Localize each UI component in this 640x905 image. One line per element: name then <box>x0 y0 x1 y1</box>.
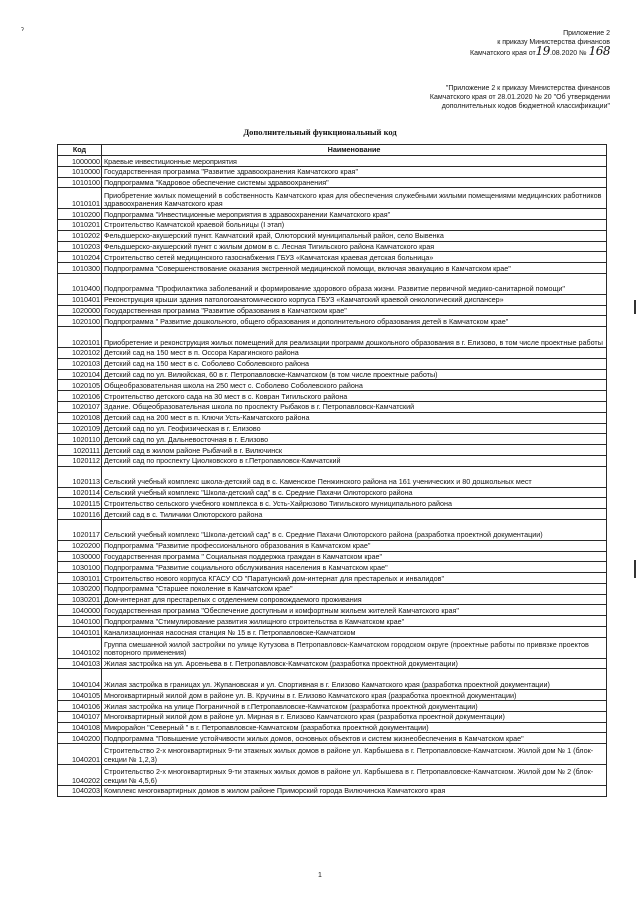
code-cell: 1040104 <box>58 669 102 690</box>
code-cell: 1020102 <box>58 347 102 358</box>
name-cell: Подпрограмма "Профилактика заболеваний и формирование здорового образа жизни. Развитие первичной медико-санитарной помощи" <box>102 273 607 294</box>
table-row <box>58 412 607 423</box>
code-cell: 1030201 <box>58 594 102 605</box>
table-row <box>58 294 607 305</box>
name-cell: Жилая застройка на ул. Арсеньева в г. Петропавловск-Камчатском (разработка проектной документации) <box>102 658 607 669</box>
table-row <box>58 263 607 274</box>
code-cell: 1030101 <box>58 573 102 584</box>
name-cell: Строительство детского сада на 30 мест в с. Ковран Тигильского района <box>102 391 607 402</box>
table-row <box>58 669 607 690</box>
table-row <box>58 690 607 701</box>
table-row <box>58 701 607 712</box>
name-cell: Детский сад по ул. Вилюйская, 60 в г. Петропавловске-Камчатском (в том числе проектные работы) <box>102 369 607 380</box>
table-row <box>58 616 607 627</box>
name-cell: Детский сад по ул. Дальневосточная в г. Елизово <box>102 434 607 445</box>
name-cell: Детский сад на 200 мест в п. Ключи Усть-Камчатского района <box>102 412 607 423</box>
order-prefix: Камчатского края от <box>470 50 536 57</box>
table-row <box>58 316 607 327</box>
table-row <box>58 765 607 786</box>
name-cell: Сельский учебный комплекс "Школа-детский сад" в с. Средние Пахачи Олюторского района <box>102 487 607 498</box>
table-row <box>58 466 607 487</box>
code-cell: 1020114 <box>58 487 102 498</box>
code-cell: 1010400 <box>58 273 102 294</box>
order-date: .08.2020 № <box>549 50 587 57</box>
table-row <box>58 177 607 188</box>
name-cell: Строительство 2-х многоквартирных 9-ти этажных жилых домов в районе ул. Карбышева в г. Петропавловске-Камчатском. Жилой дом № 2 (блок-секции № 4,5,6) <box>102 765 607 786</box>
table-row <box>58 156 607 167</box>
code-cell: 1030000 <box>58 551 102 562</box>
name-cell: Канализационная насосная станция № 15 в г. Петропавловске-Камчатском <box>102 627 607 638</box>
name-cell: Государственная программа "Обеспечение доступным и комфортным жильем жителей Камчатского края" <box>102 605 607 616</box>
name-cell: Подпрограмма "Развитие профессионального образования в Камчатском крае" <box>102 540 607 551</box>
code-cell: 1020100 <box>58 316 102 327</box>
table-row <box>58 305 607 316</box>
appendix-line: Приложение 2 <box>563 30 610 37</box>
name-cell: Микрорайон "Северный " в г. Петропавловске-Камчатском (разработка проектной документации) <box>102 722 607 733</box>
table-row <box>58 540 607 551</box>
table-row <box>58 785 607 796</box>
name-cell: Строительство сетей медицинского газоснабжения ГБУЗ «Камчатская краевая детская больница» <box>102 252 607 263</box>
scan-mark: ˀ <box>21 26 24 35</box>
table-row <box>58 219 607 230</box>
name-cell: Жилая застройка на улице Пограничной в г.Петропавловске-Камчатском (разработка проектной документации) <box>102 701 607 712</box>
name-cell: Подпрограмма "Развитие социального обслуживания населения в Камчатском крае" <box>102 562 607 573</box>
name-cell: Детский сад по проспекту Циолковского в г.Петропавловск-Камчатский <box>102 455 607 466</box>
reference-header <box>430 84 610 111</box>
table-header-row <box>58 145 607 156</box>
code-cell: 1020107 <box>58 401 102 412</box>
table-row <box>58 733 607 744</box>
table-row <box>58 209 607 220</box>
table-row <box>58 637 607 658</box>
name-cell: Сельский учебный комплекс школа-детский сад в с. Каменское Пенжинского района на 161 ученических и 80 дошкольных мест <box>102 466 607 487</box>
table-row <box>58 627 607 638</box>
name-cell: Фельдшерско-акушерский пункт. Камчатский край, Олюторский муниципальный район, село Вывенка <box>102 230 607 241</box>
code-cell: 1020116 <box>58 509 102 520</box>
table-row <box>58 391 607 402</box>
reference-line: дополнительных кодов бюджетной классификации" <box>441 103 610 110</box>
code-cell: 1040201 <box>58 744 102 765</box>
name-cell: Детский сад в с. Тиличики Олюторского района <box>102 509 607 520</box>
appendix-header <box>470 29 610 58</box>
table-row <box>58 509 607 520</box>
name-cell: Группа смешанной жилой застройки по улице Кутузова в Петропавловск-Камчатском городском округе (проектные работы по привязке проектов повторного применения) <box>102 637 607 658</box>
table-row <box>58 358 607 369</box>
reference-line: "Приложение 2 к приказу Министерства финансов <box>445 85 610 92</box>
name-cell: Здание. Общеобразовательная школа по проспекту Рыбаков в г. Петропавловск-Камчатский <box>102 401 607 412</box>
code-cell: 1020103 <box>58 358 102 369</box>
table-row <box>58 744 607 765</box>
codes-table <box>57 144 607 797</box>
name-cell: Строительство нового корпуса КГАСУ СО "Паратунский дом-интернат для престарелых и инвалидов" <box>102 573 607 584</box>
table-row <box>58 583 607 594</box>
appendix-order-line <box>470 44 610 58</box>
code-cell: 1010200 <box>58 209 102 220</box>
handwritten-day: 19 <box>535 44 550 58</box>
table-row <box>58 273 607 294</box>
table-row <box>58 327 607 348</box>
name-cell: Подпрограмма "Стимулирование развития жилищного строительства в Камчатском крае" <box>102 616 607 627</box>
code-cell: 1040102 <box>58 637 102 658</box>
code-cell: 1010202 <box>58 230 102 241</box>
code-cell: 1040200 <box>58 733 102 744</box>
name-cell: Детский сад по ул. Геофизическая в г. Елизово <box>102 423 607 434</box>
table-row <box>58 498 607 509</box>
name-cell: Строительство 2-х многоквартирных 9-ти этажных жилых домов в районе ул. Карбышева в г. Петропавловске-Камчатском. Жилой дом № 1 (блок-секции № 1,2,3) <box>102 744 607 765</box>
code-cell: 1040107 <box>58 711 102 722</box>
code-cell: 1020112 <box>58 455 102 466</box>
table-body <box>58 156 607 797</box>
code-cell: 1020108 <box>58 412 102 423</box>
table-row <box>58 519 607 540</box>
code-cell: 1030100 <box>58 562 102 573</box>
table-row <box>58 252 607 263</box>
code-cell: 1020117 <box>58 519 102 540</box>
name-cell: Сельский учебный комплекс "Школа-детский сад" в с. Средние Пахачи Олюторского района (разработка проектной документации) <box>102 519 607 540</box>
table-row <box>58 166 607 177</box>
code-cell: 1020111 <box>58 445 102 456</box>
table-row <box>58 380 607 391</box>
name-cell: Многоквартирный жилой дом в районе ул. Мирная в г. Елизово Камчатского края (разработка проектной документации) <box>102 711 607 722</box>
name-cell: Жилая застройка в границах ул. Жупановская и ул. Спортивная в г. Елизово Камчатского края (разработка проектной документации) <box>102 669 607 690</box>
name-cell: Приобретение и реконструкция жилых помещений для реализации программ дошкольного образования в г. Елизово, в том числе проектные работы <box>102 327 607 348</box>
code-cell: 1020101 <box>58 327 102 348</box>
code-cell: 1040106 <box>58 701 102 712</box>
appendix-line: к приказу Министерства финансов <box>497 39 610 46</box>
table-row <box>58 455 607 466</box>
document-title: Дополнительный функциональный код <box>243 127 397 137</box>
code-cell: 1040202 <box>58 765 102 786</box>
code-cell: 1020104 <box>58 369 102 380</box>
name-cell: Строительство Камчатской краевой больницы (I этап) <box>102 219 607 230</box>
name-cell: Подпрограмма "Инвестиционные мероприятия в здравоохранении Камчатского края" <box>102 209 607 220</box>
code-cell: 1020000 <box>58 305 102 316</box>
code-cell: 1010204 <box>58 252 102 263</box>
code-cell: 1010000 <box>58 166 102 177</box>
code-cell: 1010101 <box>58 188 102 209</box>
name-cell: Краевые инвестиционные мероприятия <box>102 156 607 167</box>
code-cell: 1010203 <box>58 241 102 252</box>
code-cell: 1010300 <box>58 263 102 274</box>
name-cell: Реконструкция крыши здания патологоанатомического корпуса ГБУЗ «Камчатский краевой онкологический диспансер» <box>102 294 607 305</box>
code-cell: 1020113 <box>58 466 102 487</box>
code-cell: 1030200 <box>58 583 102 594</box>
code-cell: 1000000 <box>58 156 102 167</box>
name-cell: Общеобразовательная школа на 250 мест с. Соболево Соболевского района <box>102 380 607 391</box>
column-header-name: Наименование <box>102 145 607 156</box>
code-cell: 1040203 <box>58 785 102 796</box>
table-row <box>58 605 607 616</box>
code-cell: 1040000 <box>58 605 102 616</box>
name-cell: Детский сад на 150 мест в с. Соболево Соболевского района <box>102 358 607 369</box>
table-row <box>58 401 607 412</box>
scan-edge-mark <box>634 300 636 314</box>
code-cell: 1010201 <box>58 219 102 230</box>
name-cell: Детский сад в жилом районе Рыбачий в г. Вилючинск <box>102 445 607 456</box>
name-cell: Подпрограмма "Кадровое обеспечение системы здравоохранения" <box>102 177 607 188</box>
table-row <box>58 434 607 445</box>
table-row <box>58 230 607 241</box>
table-row <box>58 551 607 562</box>
table-row <box>58 369 607 380</box>
code-cell: 1020109 <box>58 423 102 434</box>
name-cell: Подпрограмма "Совершенствование оказания экстренной медицинской помощи, включая эвакуацию в Камчатском крае" <box>102 263 607 274</box>
table-row <box>58 658 607 669</box>
name-cell: Дом-интернат для престарелых с отделением сопровождаемого проживания <box>102 594 607 605</box>
table-row <box>58 241 607 252</box>
table-row <box>58 711 607 722</box>
column-header-code: Код <box>58 145 102 156</box>
code-cell: 1020110 <box>58 434 102 445</box>
name-cell: Подпрограмма " Развитие дошкольного, общего образования и дополнительного образования детей в Камчатском крае" <box>102 316 607 327</box>
name-cell: Государственная программа " Социальная поддержка граждан в Камчатском крае" <box>102 551 607 562</box>
name-cell: Многоквартирный жилой дом в районе ул. В. Кручины в г. Елизово Камчатского края (разработка проектной документации) <box>102 690 607 701</box>
code-cell: 1010100 <box>58 177 102 188</box>
table-row <box>58 573 607 584</box>
code-cell: 1010401 <box>58 294 102 305</box>
name-cell: Подпрограмма "Повышение устойчивости жилых домов, основных объектов и систем жизнеобеспечения в Камчатском крае" <box>102 733 607 744</box>
code-cell: 1020115 <box>58 498 102 509</box>
name-cell: Государственная программа "Развитие здравоохранения Камчатского края" <box>102 166 607 177</box>
name-cell: Фельдшерско-акушерский пункт с жилым домом в с. Лесная Тигильского района Камчатского края <box>102 241 607 252</box>
name-cell: Комплекс многоквартирных домов в жилом районе Приморский города Вилючинска Камчатского края <box>102 785 607 796</box>
code-cell: 1040105 <box>58 690 102 701</box>
table-row <box>58 562 607 573</box>
reference-line: Камчатского края от 28.01.2020 № 20 "Об утверждении <box>429 94 610 101</box>
code-cell: 1040103 <box>58 658 102 669</box>
name-cell: Детский сад на 150 мест в п. Оссора Карагинского района <box>102 347 607 358</box>
code-cell: 1020105 <box>58 380 102 391</box>
code-cell: 1040101 <box>58 627 102 638</box>
table-row <box>58 487 607 498</box>
scan-edge-mark <box>634 560 636 578</box>
table-row <box>58 594 607 605</box>
table-row <box>58 347 607 358</box>
page-number: 1 <box>318 872 322 879</box>
name-cell: Подпрограмма "Старшее поколение в Камчатском крае" <box>102 583 607 594</box>
code-cell: 1040108 <box>58 722 102 733</box>
code-cell: 1040100 <box>58 616 102 627</box>
table-row <box>58 722 607 733</box>
table-row <box>58 188 607 209</box>
name-cell: Строительство сельского учебного комплекса в с. Усть-Хайрюзово Тигильского муниципального района <box>102 498 607 509</box>
name-cell: Государственная программа "Развитие образования в Камчатском крае" <box>102 305 607 316</box>
handwritten-order-number: 168 <box>588 44 610 58</box>
code-cell: 1020106 <box>58 391 102 402</box>
code-cell: 1020200 <box>58 540 102 551</box>
table-row <box>58 445 607 456</box>
name-cell: Приобретение жилых помещений в собственность Камчатского края для обеспечения служебными жилыми помещениями медицинских работников здравоохранения Камчатского края <box>102 188 607 209</box>
table-row <box>58 423 607 434</box>
